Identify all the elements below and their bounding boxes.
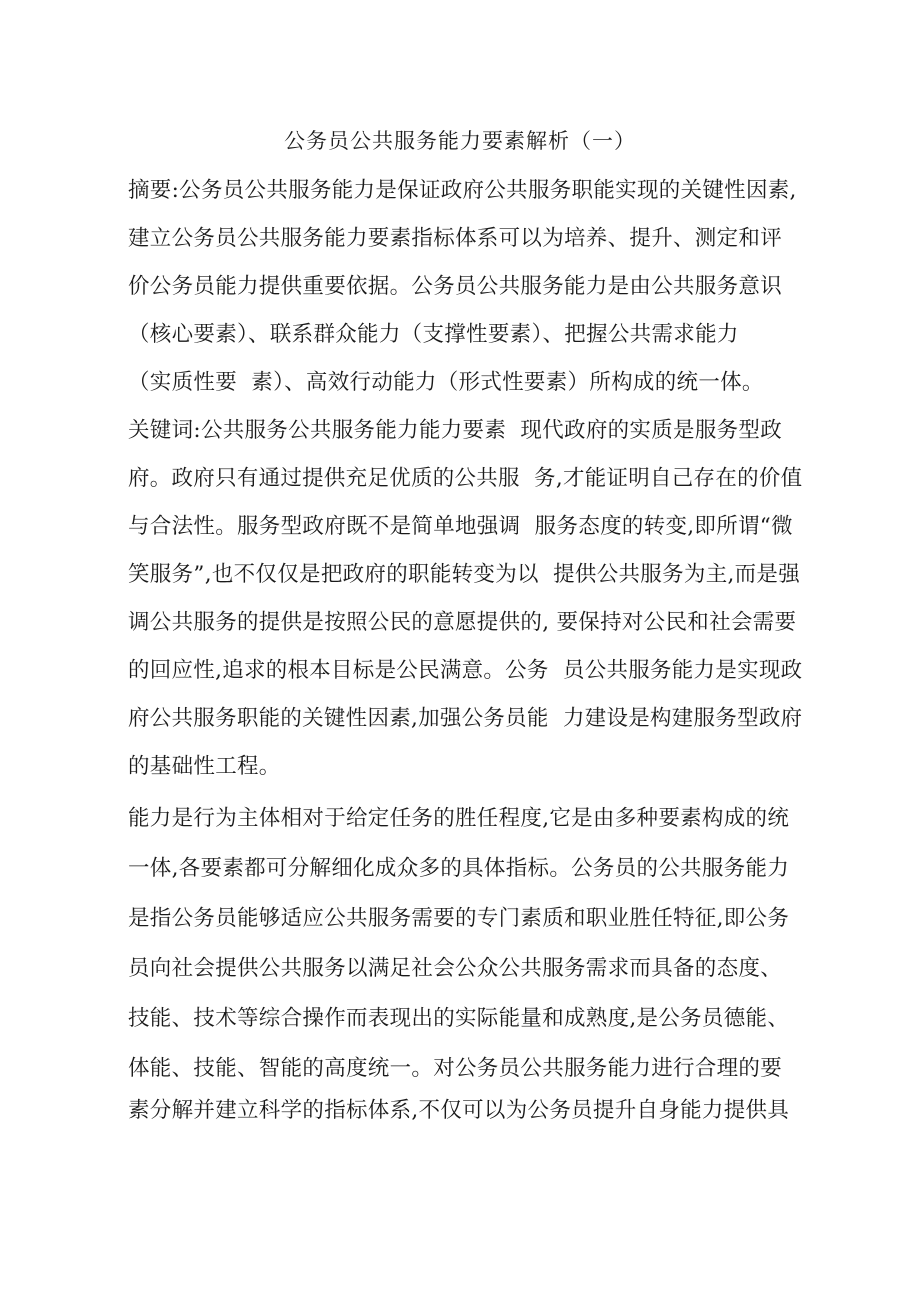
- text-line: （实质性要 素）、高效行动能力（形式性要素）所构成的统一体。: [128, 370, 764, 395]
- text-line: 能力是行为主体相对于给定任务的胜任程度,它是由多种要素构成的统: [128, 806, 790, 831]
- text-line: 笑服务”,也不仅仅是把政府的职能转变为以 提供公共服务为主,而是强: [128, 562, 801, 587]
- text-line: 摘要:公务员公共服务能力是保证政府公共服务职能实现的关键性因素,: [128, 178, 797, 203]
- text-line: 素分解并建立科学的指标体系,不仅可以为公务员提升自身能力提供具: [128, 1098, 790, 1123]
- text-line: 的回应性,追求的根本目标是公民满意。公务 员公共服务能力是实现政: [128, 658, 803, 683]
- text-line: 员向社会提供公共服务以满足社会公众公共服务需求而具备的态度、: [128, 956, 783, 981]
- text-line: 是指公务员能够适应公共服务需要的专门素质和职业胜任特征,即公务: [128, 906, 790, 931]
- text-line: 府公共服务职能的关键性因素,加强公务员能 力建设是构建服务型政府: [128, 706, 803, 731]
- text-line: （核心要素）、联系群众能力（支撑性要素）、把握公共需求能力: [128, 322, 739, 347]
- text-line: 府。政府只有通过提供充足优质的公共服 务,才能证明自己存在的价值: [128, 466, 803, 491]
- text-line: 价公务员能力提供重要依据。公务员公共服务能力是由公共服务意识: [128, 274, 783, 299]
- text-line: 技能、技术等综合操作而表现出的实际能量和成熟度,是公务员德能、: [128, 1006, 790, 1031]
- text-line: 与合法性。服务型政府既不是简单地强调 服务态度的转变,即所谓“微: [128, 514, 793, 539]
- text-line: 体能、技能、智能的高度统一。对公务员公共服务能力进行合理的要: [128, 1056, 783, 1081]
- text-line: 一体,各要素都可分解细化成众多的具体指标。公务员的公共服务能力: [128, 856, 790, 881]
- document-title: 公务员公共服务能力要素解析（一）: [284, 129, 636, 153]
- text-line: 的基础性工程。: [128, 754, 281, 779]
- text-line: 建立公务员公共服务能力要素指标体系可以为培养、提升、测定和评: [128, 226, 783, 251]
- text-line: 调公共服务的提供是按照公民的意愿提供的, 要保持对公民和社会需要: [128, 610, 797, 635]
- text-line: 关键词:公共服务公共服务能力能力要素 现代政府的实质是服务型政: [128, 418, 783, 443]
